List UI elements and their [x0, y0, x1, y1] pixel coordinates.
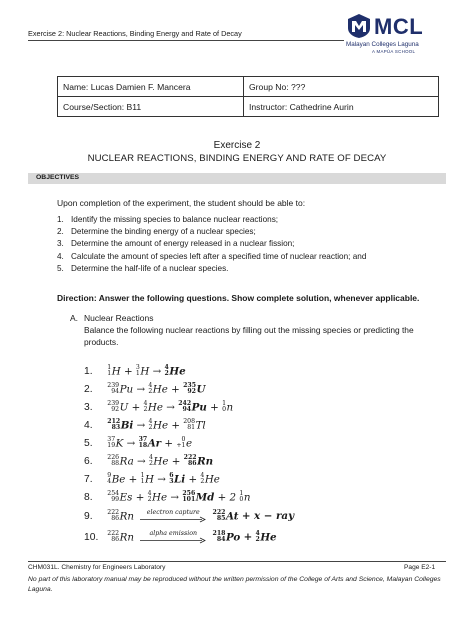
objectives-intro: Upon completion of the experiment, the student should be able to:	[57, 198, 306, 208]
nuclide: 4 2 He	[143, 400, 163, 414]
answer-nuclide: 242 94 Pu	[178, 400, 207, 414]
group-cell: Group No: ???	[244, 77, 439, 97]
reaction-10: 10. 222 86 Rn alpha emission 218 84 Po + 4 2 He	[84, 529, 277, 543]
nuclide: 4 2 He	[148, 382, 168, 396]
list-item: 2. Determine the binding energy of a nuclear species;	[57, 227, 256, 237]
reaction-7: 7. 9 4 Be + 1 1 H → 6 3 Li + 4 2 He	[84, 472, 220, 486]
header-rule	[28, 40, 344, 41]
answer-nuclide: 37 18 Ar	[138, 436, 162, 450]
answer-nuclide: 218 84 Po	[212, 529, 241, 543]
nuclide: 208 81 Tl	[183, 418, 206, 432]
logo-tagline: A MAPÚA SCHOOL	[372, 49, 416, 54]
answer-nuclide: 4 2 He	[164, 364, 186, 378]
answer-nuclide: 6 3 Li	[169, 472, 186, 486]
nuclide: 1 0 n	[222, 400, 234, 414]
arrow-icon	[140, 516, 206, 523]
reaction-4: 4. 212 83 Bi → 4 2 He + 208 81 Tl	[84, 418, 206, 432]
course-name: CHM031L. Chemistry for Engineers Laboratory	[28, 564, 166, 571]
nuclide: 4 2 He	[147, 490, 168, 504]
reaction-9: 9. 222 86 Rn electron capture 222 85 At + x − ray	[84, 508, 295, 522]
copyright-note: No part of this laboratory manual may be reproduced without the written permission of the College of Arts and Science, Malayan Colleges Laguna.	[28, 576, 441, 593]
reaction-6: 6. 226 88 Ra → 4 2 He + 222 86 Rn	[84, 454, 214, 468]
course-cell: Course/Section: B11	[58, 97, 244, 117]
reaction-8: 8. 254 99 Es + 4 2 He → 256 101 Md + 2 1 0 n	[84, 490, 251, 504]
objectives-list	[57, 214, 366, 275]
exercise-title: Exercise 2	[213, 140, 261, 151]
instructor-cell: Instructor: Cathedrine Aurin	[244, 97, 439, 117]
nuclide: 239 94 Pu	[107, 382, 134, 396]
list-item: 3. Determine the amount of energy released in a nuclear fission;	[57, 239, 295, 249]
section-a-letter: A.	[70, 313, 79, 323]
nuclide: 239 92 U	[107, 400, 129, 414]
nuclide: 222 86 Rn	[107, 508, 134, 522]
nuclide: 3 1 H	[135, 364, 150, 378]
section-a-title: Nuclear Reactions	[84, 313, 154, 323]
nuclide: 4 2 He	[148, 454, 169, 468]
answer-nuclide: 235 92 U	[183, 382, 206, 396]
logo-subtitle: Malayan Colleges Laguna	[346, 41, 419, 48]
answer-nuclide: 222 86 Rn	[183, 454, 214, 468]
mcl-logo	[344, 11, 448, 63]
name-cell: Name: Lucas Damien F. Mancera	[58, 77, 244, 97]
nuclide: 4 2 He	[200, 472, 220, 486]
nuclide: 37 19 K	[107, 436, 124, 450]
list-item: 5. Determine the half-life of a nuclear species.	[57, 263, 229, 273]
header-title: Exercise 2: Nuclear Reactions, Binding Energy and Rate of Decay	[28, 29, 242, 38]
list-item: 4. Calculate the amount of species left after a specified time of nuclear reaction; and	[57, 251, 367, 261]
nuclide: 4 2 He	[148, 418, 169, 432]
direction-text: Direction: Answer the following questions. Show complete solution, whenever applicable.	[57, 293, 420, 303]
nuclide: 226 88 Ra	[107, 454, 134, 468]
labeled-arrow: electron capture	[140, 509, 206, 523]
arrow-icon	[140, 537, 206, 544]
nuclide: 9 4 Be	[107, 472, 126, 486]
nuclide: 1 1 H	[140, 472, 155, 486]
answer-nuclide: 256 101 Md	[182, 490, 215, 504]
reaction-3: 3. 239 92 U + 4 2 He → 242 94 Pu + 1 0 n	[84, 400, 234, 414]
answer-nuclide: 222 85 At	[212, 508, 239, 522]
reaction-1: 1. 1 1 H + 3 1 H → 4 2 He	[84, 364, 186, 378]
objectives-bar	[28, 173, 446, 184]
exercise-subtitle: NUCLEAR REACTIONS, BINDING ENERGY AND RATE OF DECAY	[87, 153, 387, 164]
section-a-instructions: Balance the following nuclear reactions by filling out the missing species or predicting the products.	[84, 325, 414, 347]
page-number: Page E2-1	[404, 564, 436, 571]
footer-rule	[28, 561, 446, 562]
logo-text: MCL	[374, 14, 424, 39]
objectives-label: OBJECTIVES	[36, 174, 80, 181]
answer-nuclide: 212 83 Bi	[107, 418, 134, 432]
mcl-emblem-icon	[346, 13, 372, 39]
nuclide: 1 0 n	[239, 490, 251, 504]
reaction-2: 2. 239 94 Pu → 4 2 He + 235 92 U	[84, 382, 206, 396]
labeled-arrow: alpha emission	[140, 530, 206, 544]
answer-nuclide: 4 2 He	[255, 529, 277, 543]
student-info-table	[57, 76, 439, 117]
nuclide: 0 +1 e	[176, 436, 193, 450]
nuclide: 254 99 Es	[107, 490, 133, 504]
reaction-5: 5. 37 19 K → 37 18 Ar + 0 +1 e	[84, 436, 193, 450]
nuclide: 222 86 Rn	[107, 529, 134, 543]
list-item: 1. Identify the missing species to balance nuclear reactions;	[57, 215, 279, 224]
nuclide: 1 1 H	[107, 364, 121, 378]
